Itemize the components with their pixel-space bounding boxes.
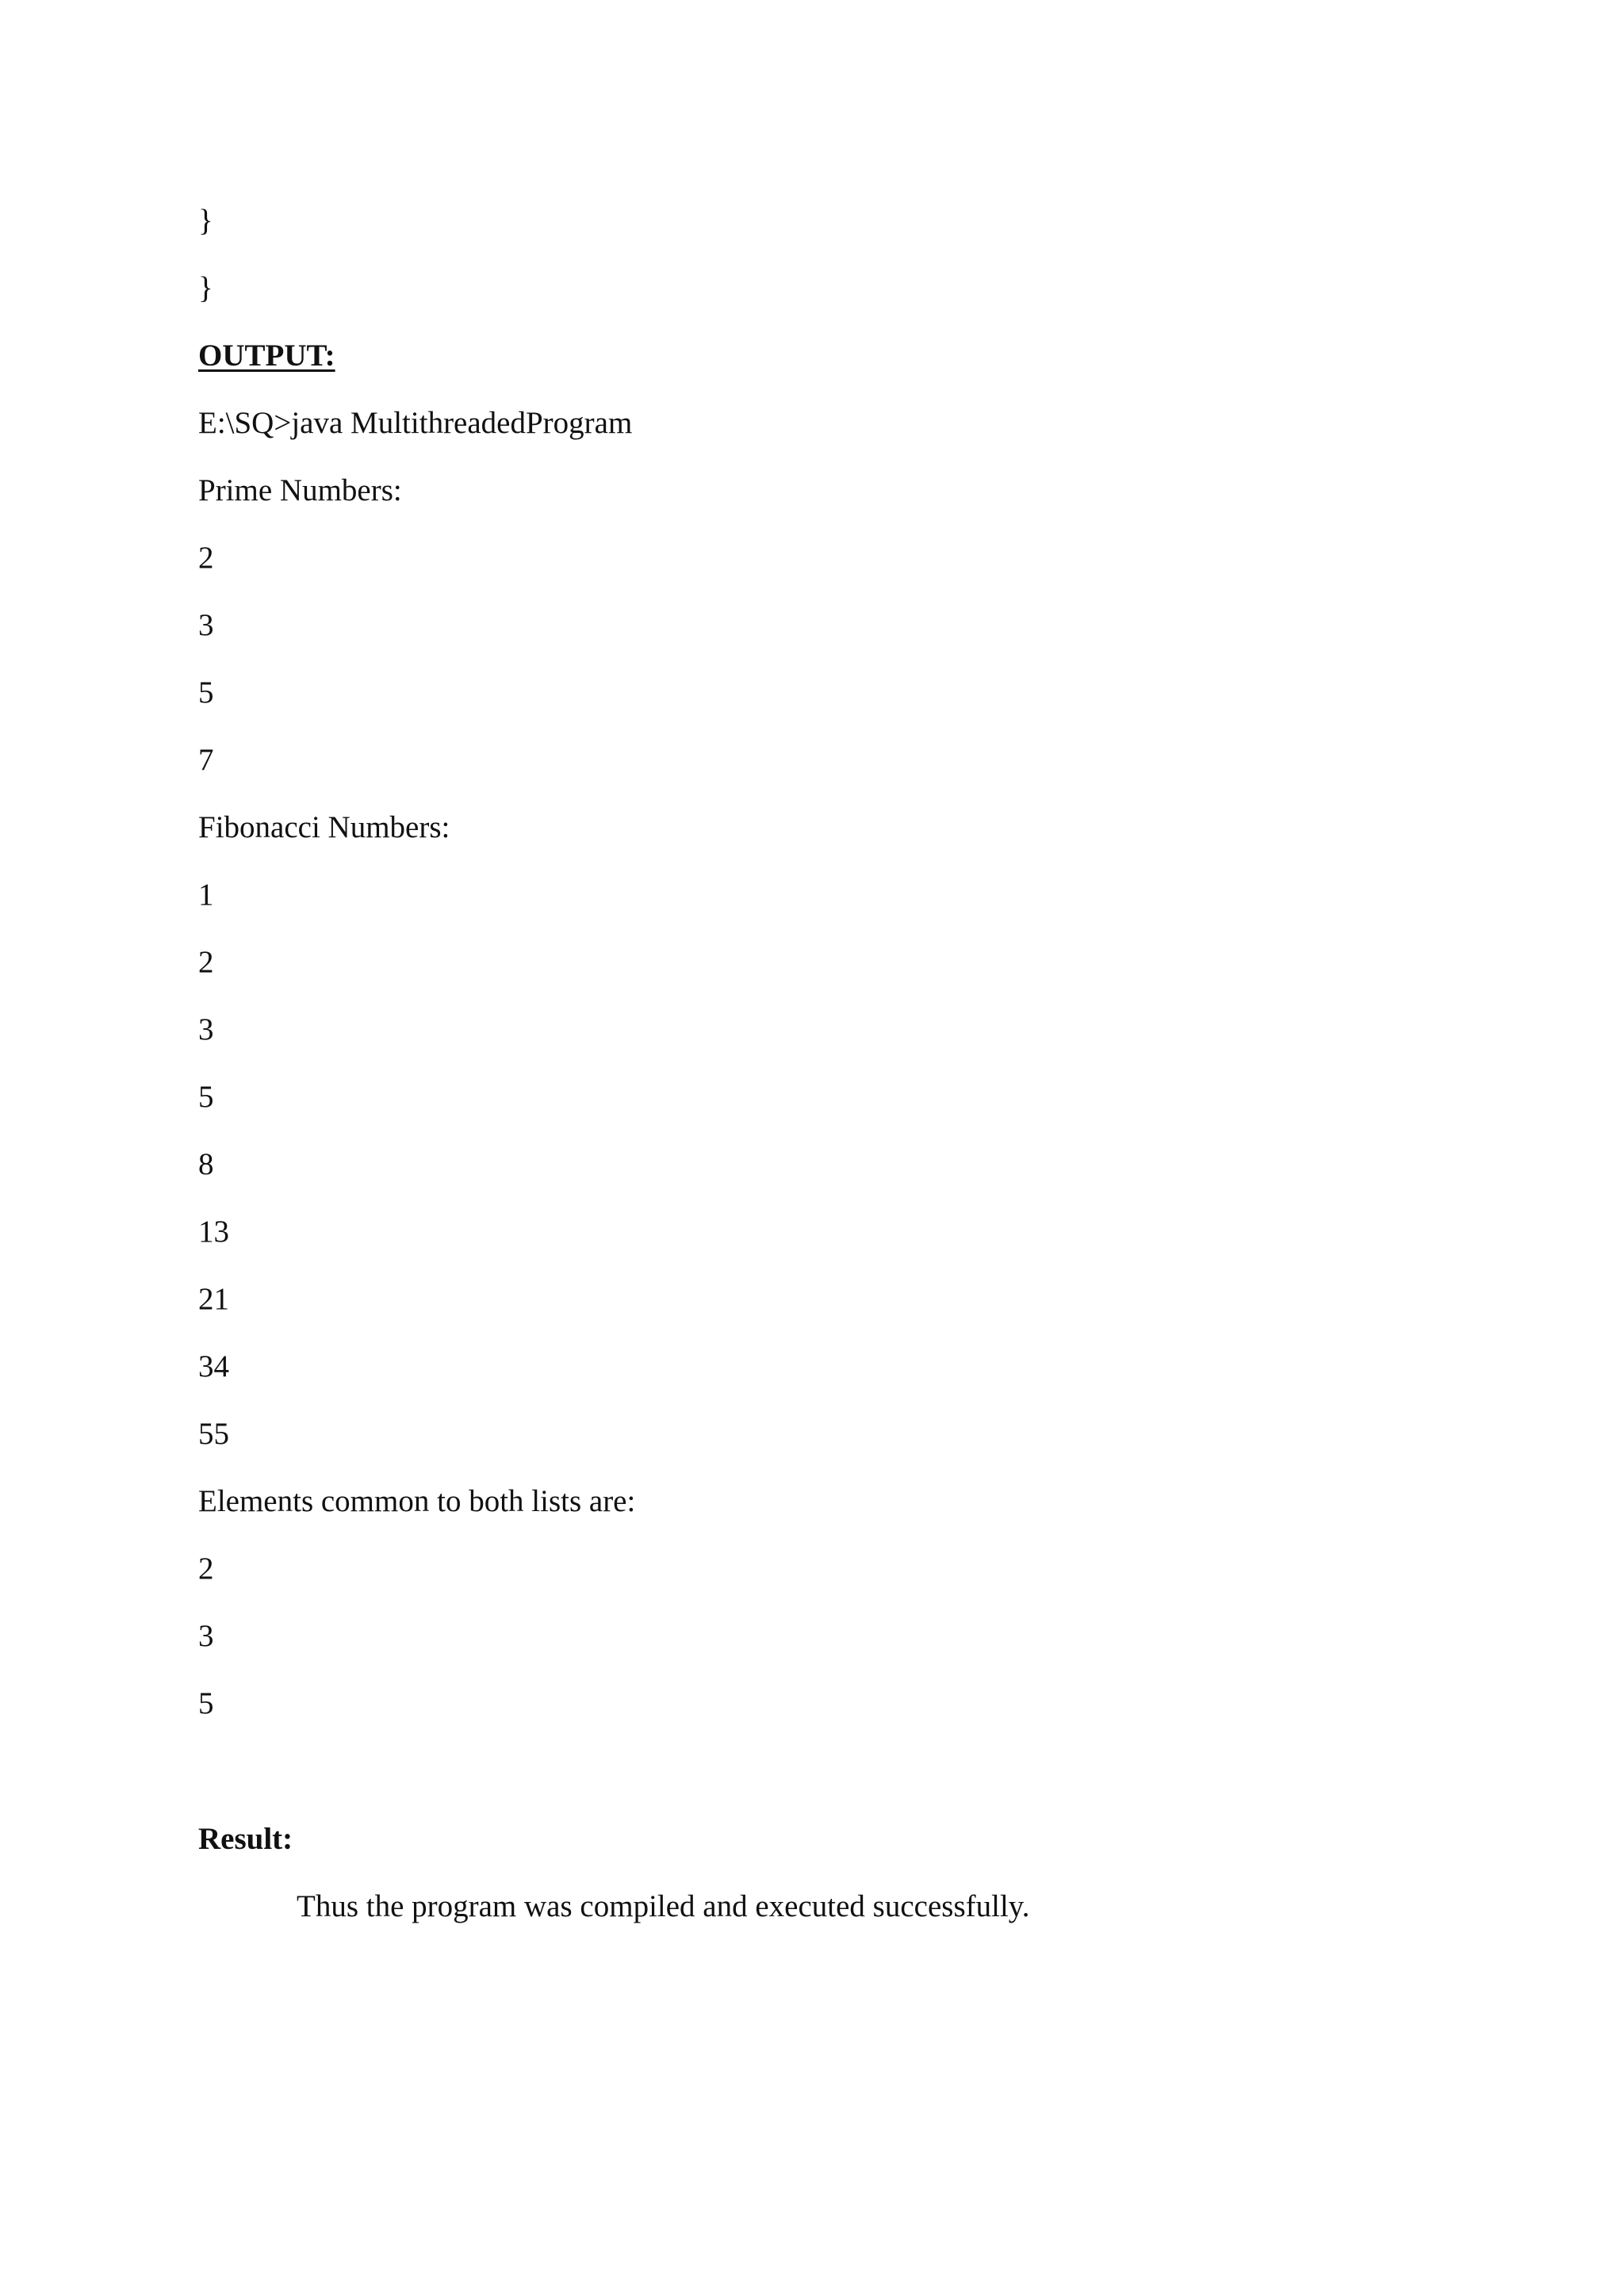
fibonacci-value: 21 — [198, 1282, 229, 1316]
prime-value: 5 — [198, 675, 214, 710]
result-heading: Result: — [198, 1822, 293, 1856]
fibonacci-value: 5 — [198, 1080, 214, 1114]
fibonacci-value: 2 — [198, 945, 214, 979]
closing-brace: } — [198, 204, 213, 238]
fibonacci-value: 55 — [198, 1417, 229, 1451]
closing-brace: } — [198, 271, 213, 305]
command-line: E:\SQ>java MultithreadedProgram — [198, 406, 633, 440]
common-value: 5 — [198, 1686, 214, 1720]
prime-numbers-label: Prime Numbers: — [198, 473, 402, 507]
fibonacci-numbers-label: Fibonacci Numbers: — [198, 810, 450, 844]
prime-value: 7 — [198, 743, 214, 777]
fibonacci-value: 8 — [198, 1147, 214, 1181]
fibonacci-value: 3 — [198, 1012, 214, 1047]
prime-value: 3 — [198, 608, 214, 642]
result-text: Thus the program was compiled and executed successfully. — [297, 1889, 1030, 1923]
common-elements-label: Elements common to both lists are: — [198, 1484, 636, 1518]
common-value: 3 — [198, 1619, 214, 1653]
prime-value: 2 — [198, 541, 214, 575]
fibonacci-value: 13 — [198, 1215, 229, 1249]
output-heading: OUTPUT: — [198, 339, 335, 373]
common-value: 2 — [198, 1552, 214, 1586]
fibonacci-value: 1 — [198, 878, 214, 912]
fibonacci-value: 34 — [198, 1349, 229, 1383]
